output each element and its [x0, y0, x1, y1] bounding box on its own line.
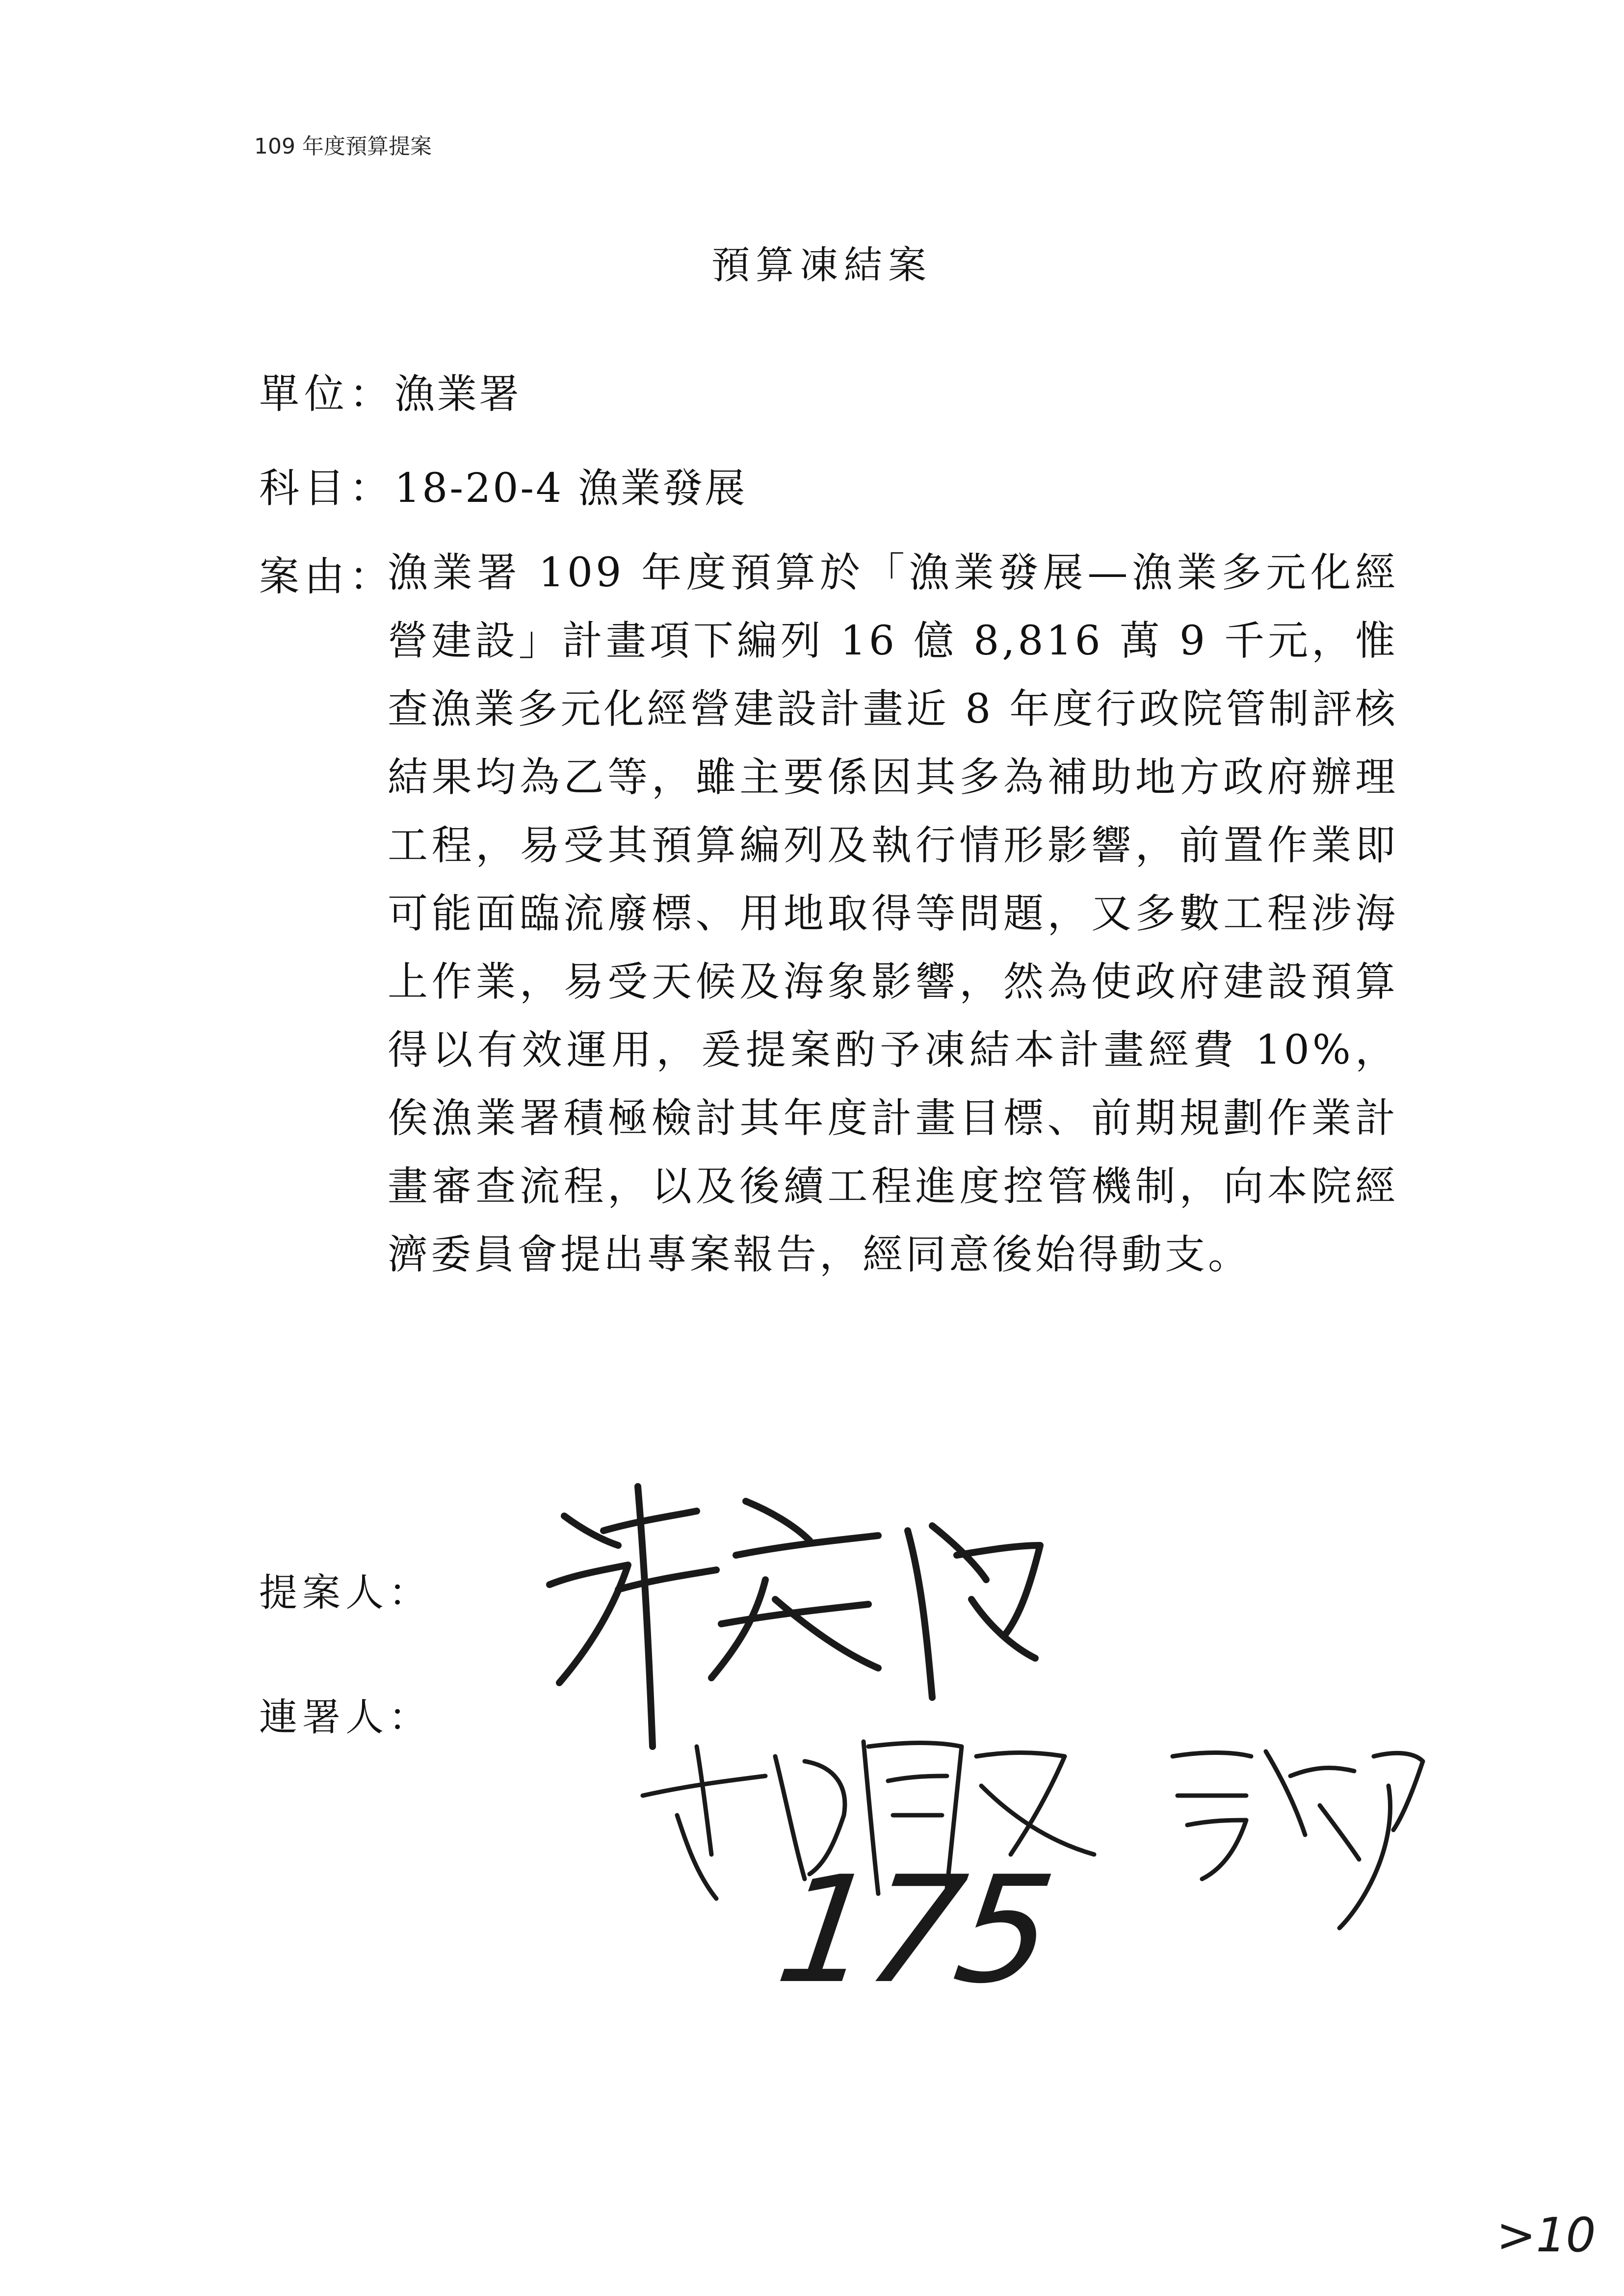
- header-note: 109 年度預算提案: [254, 134, 432, 159]
- proposer-label: 提案人：: [259, 1571, 432, 1615]
- subject-value: 18-20-4 漁業發展: [394, 465, 747, 512]
- handwritten-number: 175: [768, 1845, 1059, 2016]
- subject-label: 科目：: [259, 465, 395, 512]
- cosigner-signature-2: [1173, 1751, 1423, 1928]
- cosigner-label: 連署人：: [259, 1696, 432, 1740]
- document-title: 預算凍結案: [711, 243, 932, 287]
- proposer-signature: [550, 1487, 1040, 1747]
- subject-field: [259, 456, 747, 514]
- unit-label: 單位：: [259, 371, 395, 417]
- unit-field: [259, 362, 521, 419]
- page-number: >10: [1496, 2208, 1596, 2263]
- reason-label: 案由：: [259, 553, 395, 600]
- reason-text: 漁業署 109 年度預算於「漁業發展—漁業多元化經營建設」計畫項下編列 16 億 8,816 萬 9 千元，惟查漁業多元化經營建設計畫近 8 年度行政院管制評核結果均為乙等，雖主要係因其多為補助地方政府辦理工程，易受其預算編列及執行情形影響，前置作業即可能面臨流廢標、用地取得等問題，又多數工程涉海上作業，易受天候及海象影響，然為使政府建設預算得以有效運用，爰提案酌予凍結本計畫經費 10%，俟漁業署積極檢討其年度計畫目標、前期規劃作業計畫審查流程，以及後續工程進度控管機制，向本院經濟委員會提出專案報告，經同意後始得動支。: [388, 549, 1398, 1278]
- unit-value: 漁業署: [394, 371, 522, 417]
